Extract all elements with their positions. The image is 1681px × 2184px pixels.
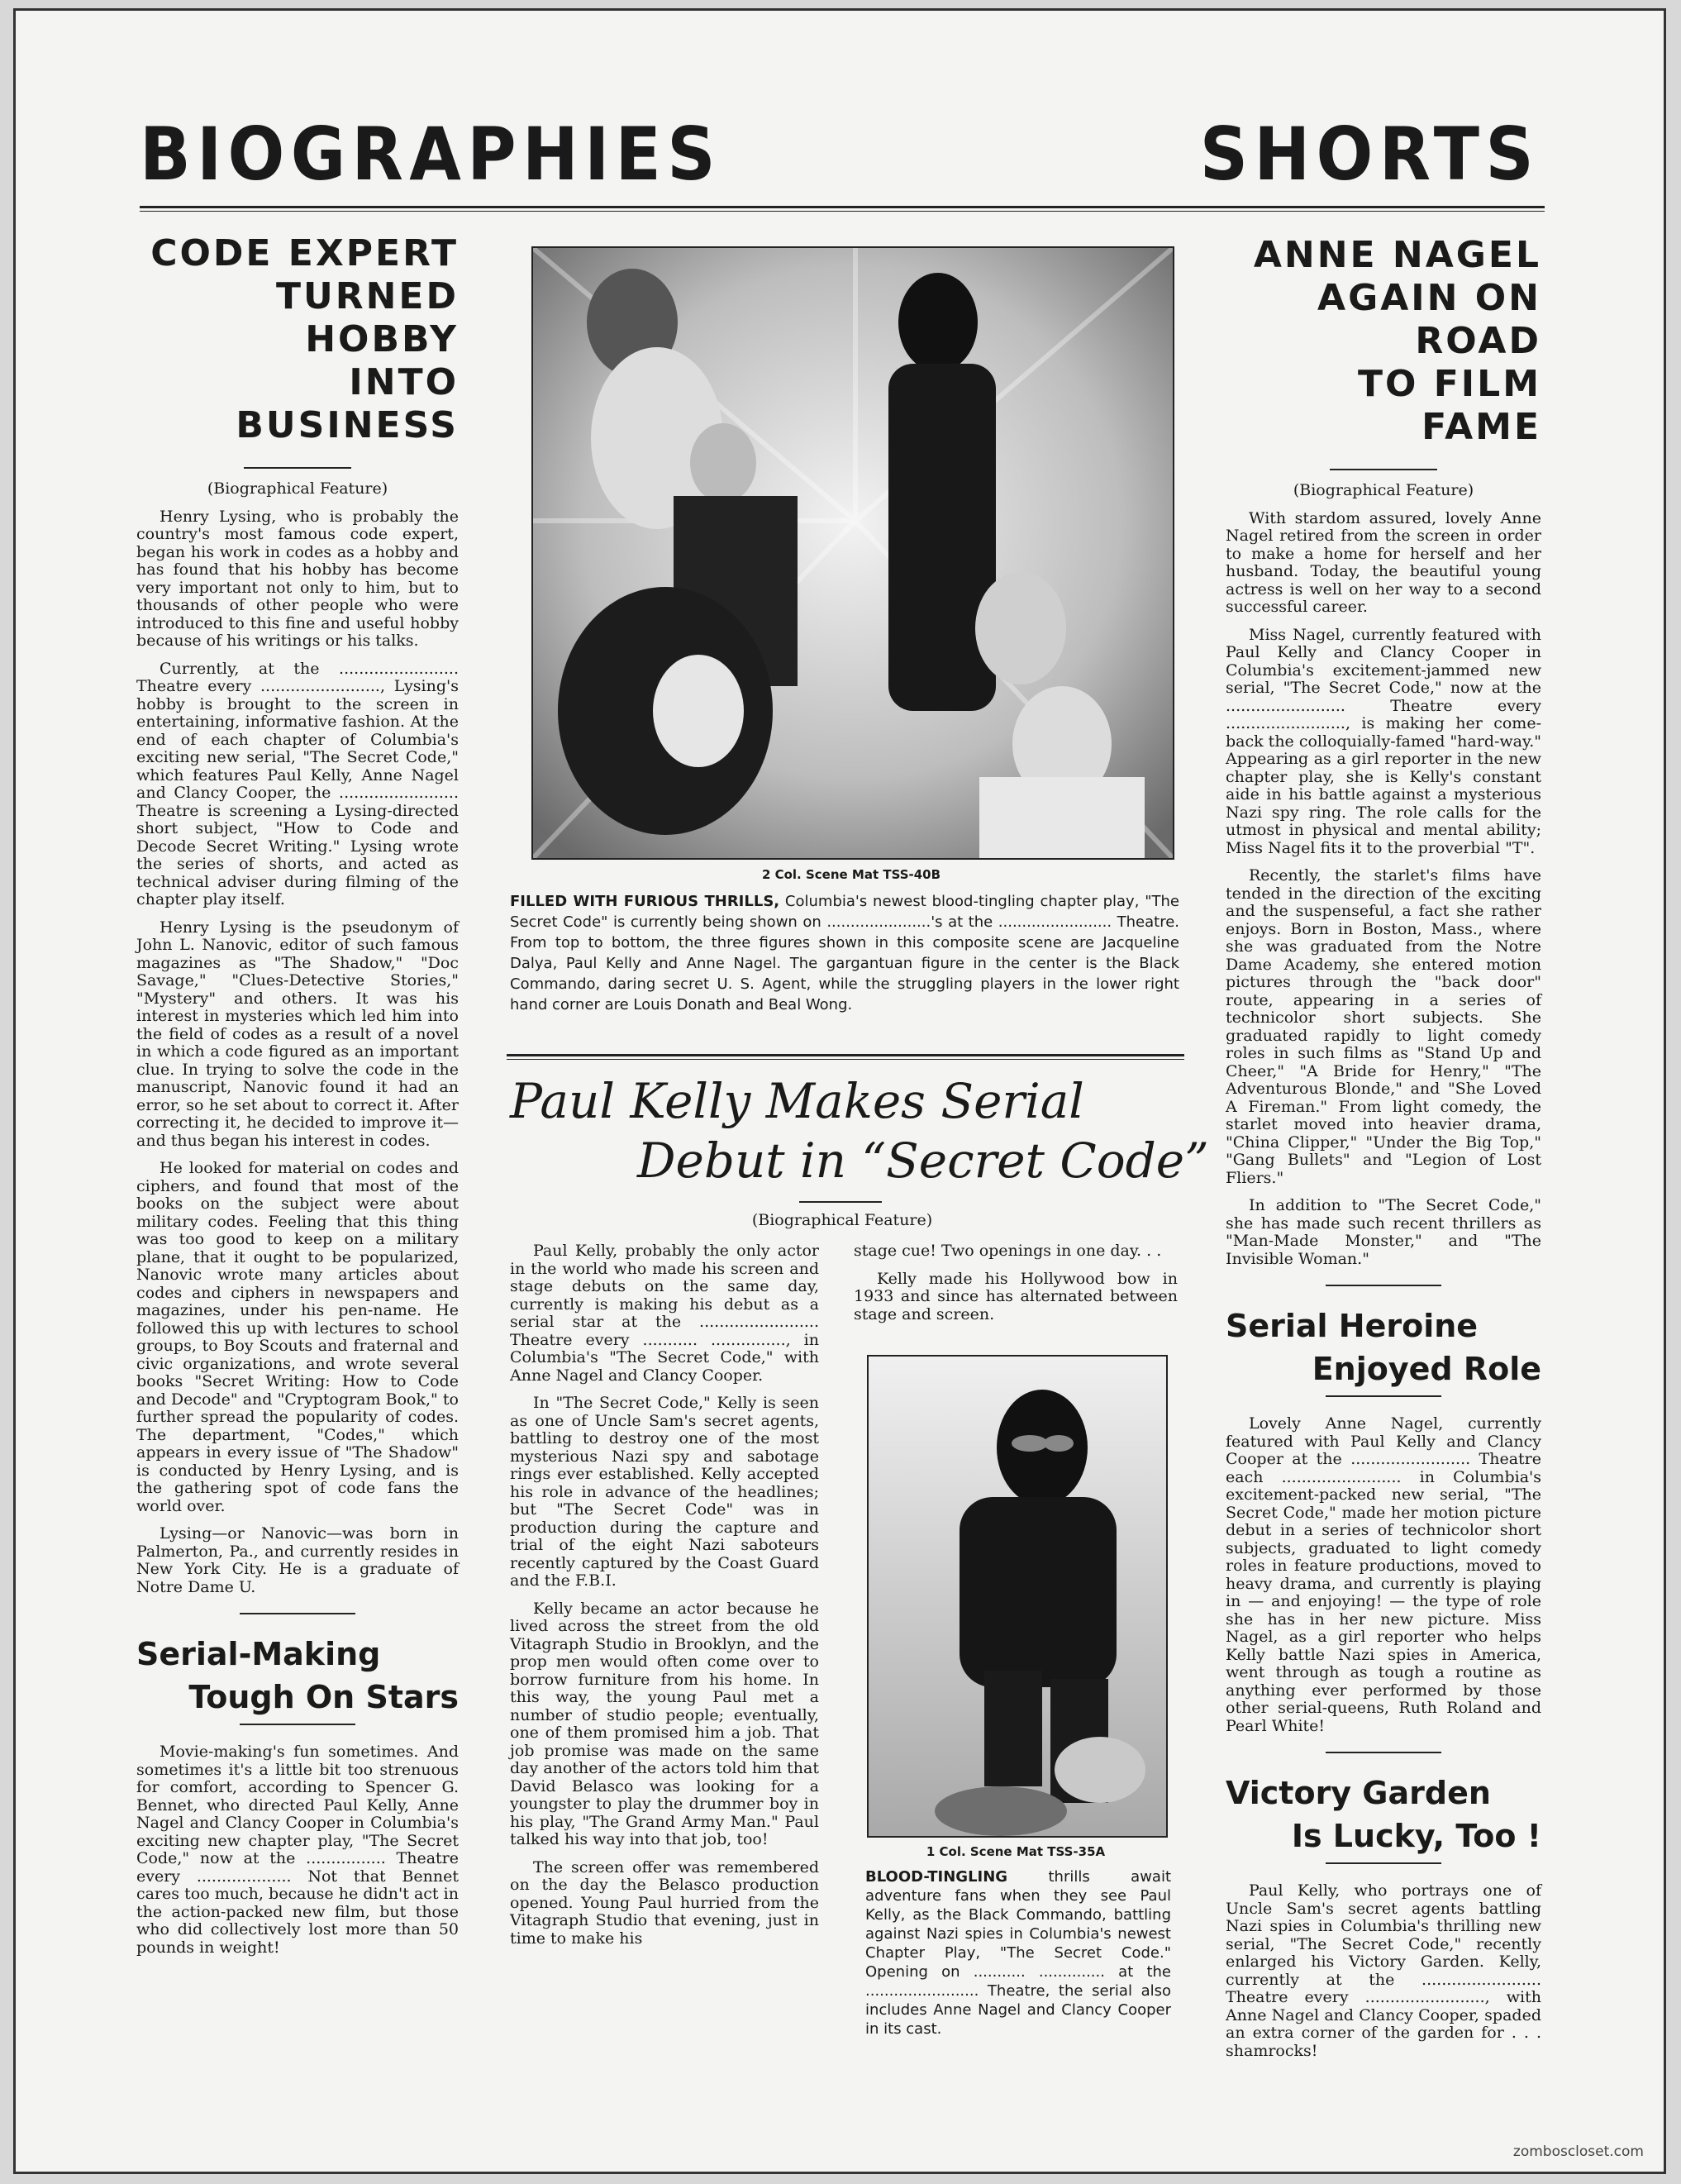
headline-serial-heroine	[1226, 1304, 1541, 1390]
headline-line: TO FILM FAME	[1358, 363, 1541, 448]
top-photo-mat-label: 2 Col. Scene Mat TSS-40B	[761, 867, 941, 882]
divider	[1330, 469, 1437, 470]
paragraph: Currently, at the ........................ Theatre every ........................, Lysing's hobby is brought to the screen in entertaining, informative fashion. At the end of each chapter of Columbia's exciting new serial, "The Secret Code," which features Paul Kelly, Anne Nagel and Clancy Cooper, the ........................ Theatre is screening a Lysing-directed short subject, "How to Code and Decode Secret Writing." Lysing wrote the series of shorts, and acted as technical adviser during filming of the chapter play itself.	[136, 659, 459, 908]
divider	[1326, 1752, 1441, 1753]
photo-illustration	[533, 248, 1173, 858]
headline-line: CODE EXPERT	[150, 232, 459, 274]
paragraph: Kelly became an actor because he lived across the street from the old Vitagraph Studio in Brooklyn, and the prop men would often come over to borrow furniture from his home. In this way, the young Paul met a number of studio people; eventually, one of them promised him a job. That job promise was made on the same day another of the actors told him that David Belasco was looking for a youngster to play the drummer boy in his play, "The Grand Army Man." Paul talked his way into that job, too!	[510, 1599, 819, 1848]
watermark: zomboscloset.com	[1512, 2143, 1644, 2160]
photo-illustration	[869, 1357, 1166, 1836]
caption-text: Columbia's newest blood-tingling chapter play, "The Secret Code" is currently being shown on ......................'s at the ........................ Theatre. From top to bottom, the three figures shown in this composite scene are Jacqueline Dalya, Paul Kelly and Anne Nagel. The gargantuan figure in the center is the Black Commando, daring secret U. S. Agent, while the struggling players in the lower right hand corner are Louis Donath and Beal Wong.	[510, 893, 1179, 1013]
divider	[1326, 1862, 1441, 1864]
black-commando-photo	[867, 1355, 1168, 1838]
divider	[1326, 1395, 1441, 1397]
paragraph: He looked for material on codes and ciphers, and found that most of the books on the subject were about military codes. Feeling that this thing was too good to keep on a military plane, that it ought to be popularized, Nanovic wrote many articles about codes and ciphers in newspapers and magazines, under his pen-name. He followed this up with lectures to school groups, to Boy Scouts and fraternal and civic organizations, and wrote several books "Secret Writing: How to Code and Decode" and "Cryptogram Book," to further spread the popularity of codes. The department, "Codes," which appears in every issue of "The Shadow" is conducted by Henry Lysing, and is the gathering spot of code fans the world over.	[136, 1159, 459, 1515]
masthead-rule	[140, 206, 1545, 208]
paragraph: Paul Kelly, probably the only actor in the world who made his screen and stage debuts on the same day, currently is making his debut as a serial star at the ........................ Theatre every ........... ..............., in Columbia's "The Secret Code," with Anne Nagel and Clancy Cooper.	[510, 1242, 819, 1385]
divider	[240, 1724, 355, 1725]
paragraph: The screen offer was remembered on the day the Belasco production opened. Young Paul hurried from the Vitagraph Studio that evening, just in time to make his	[510, 1857, 819, 1948]
small-photo-caption	[865, 1867, 1171, 2039]
headline-paul-kelly-line1: Paul Kelly Makes Serial	[510, 1073, 1084, 1129]
paragraph: Recently, the starlet's films have tended in the direction of the exciting and the suspenseful, a fact she rather enjoys. Born in Boston, Mass., where she was graduated from the Notre Dame Academy, she entered motion pictures through the "back door" route, appearing in a series of technicolor short subjects. She graduated rapidly to light comedy roles in such films as "Stand Up and Cheer," "A Bride for Henry," "The Adventurous Blonde," and "She Loved A Fireman." From light comedy, the starlet moved into heavier drama, "China Clipper," "Under the Big Top," "Gang Bullets" and "Legion of Lost Fliers."	[1226, 866, 1541, 1187]
headline-line: Serial-Making	[136, 1636, 381, 1672]
headline-line: TURNED HOBBY	[275, 275, 459, 360]
kicker: (Biographical Feature)	[207, 479, 388, 498]
center-rule	[507, 1054, 1184, 1056]
divider	[244, 467, 351, 469]
headline-paul-kelly-line2: Debut in “Secret Code”	[637, 1133, 1209, 1189]
composite-scene-photo	[531, 246, 1174, 860]
headline-line: Enjoyed Role	[1312, 1351, 1541, 1387]
kicker: (Biographical Feature)	[751, 1211, 933, 1229]
center-column-1	[510, 1242, 819, 1957]
headline-line: Victory Garden	[1226, 1775, 1491, 1811]
press-sheet	[13, 8, 1666, 2174]
paragraph: Lysing—or Nanovic—was born in Palmerton, Pa., and currently resides in New York City. He is a graduate of Notre Dame U.	[136, 1524, 459, 1596]
divider	[799, 1201, 882, 1203]
paragraph: stage cue! Two openings in one day. . .	[854, 1242, 1162, 1260]
left-column	[136, 232, 459, 1967]
top-photo-caption	[510, 891, 1179, 1015]
paragraph: In "The Secret Code," Kelly is seen as one of Uncle Sam's secret agents, battling to destroy one of the most mysterious Nazi spy and sabotage rings ever established. Kelly accepted his role in advance of the headlines; but "The Secret Code" was in production during the capture and trial of the eight Nazi saboteurs recently captured by the Coast Guard and the F.B.I.	[510, 1394, 819, 1590]
divider	[1326, 1285, 1441, 1286]
kicker: (Biographical Feature)	[1293, 481, 1474, 499]
right-column	[1226, 234, 1541, 2070]
headline-line: Tough On Stars	[188, 1679, 459, 1715]
divider	[240, 1613, 355, 1614]
headline-line: AGAIN ON ROAD	[1317, 277, 1541, 362]
paragraph: Henry Lysing is the pseudonym of John L. Nanovic, editor of such famous magazines as "The Shadow," "Doc Savage," "Clues-Detective Stories," "Mystery" and others. It was his interest in mysteries which led him into the field of codes as a result of a novel in which a code figured as an important clue. In trying to solve the code in the manuscript, Nanovic found it had an error, so he set about to correct it. After correcting it, he decided to improve it—and thus began his interest in codes.	[136, 918, 459, 1150]
center-column-2	[854, 1242, 1178, 1333]
headline-anne-nagel	[1226, 234, 1541, 449]
paragraph: Henry Lysing, who is probably the country's most famous code expert, began his work in codes as a hobby and has found that his hobby has become very important not only to him, but to thousands of other people who were introduced to this fine and useful hobby because of his writings or his talks.	[136, 507, 459, 650]
center-rule-thin	[507, 1059, 1184, 1060]
caption-lead: BLOOD-TINGLING	[865, 1868, 1008, 1886]
caption-text: thrills await adventure fans when they see Paul Kelly, as the Black Commando, battling against Nazi spies in Columbia's newest Chapter Play, "The Secret Code." Opening on ........... .............. at the ........................ Theatre, the serial also includes Anne Nagel and Clancy Cooper in its cast.	[865, 1868, 1171, 2038]
paragraph: Lovely Anne Nagel, currently featured with Paul Kelly and Clancy Cooper at the ........................ Theatre each ........................ in Columbia's excitement-packed new serial, "The Secret Code," made her motion picture debut in a series of technicolor short subjects, graduated to light comedy roles in feature productions, moved to heavy drama, and currently is playing in — and enjoying! — the type of role she has in her new picture. Miss Nagel, as a girl reporter who helps Kelly battle Nazi spies in America, went through as tough a routine as anything ever performed by those other serial-queens, Ruth Roland and Pearl White!	[1226, 1414, 1541, 1735]
headline-line: ANNE NAGEL	[1253, 234, 1541, 276]
headline-line: Serial Heroine	[1226, 1308, 1479, 1344]
headline-line: INTO BUSINESS	[236, 361, 459, 446]
paragraph: Kelly made his Hollywood bow in 1933 and since has alternated between stage and screen.	[854, 1269, 1178, 1323]
masthead-shorts: SHORTS	[1199, 112, 1540, 197]
headline-serial-making	[136, 1633, 459, 1719]
headline-victory-garden	[1226, 1772, 1541, 1857]
headline-code-expert	[136, 232, 459, 447]
paragraph: With stardom assured, lovely Anne Nagel retired from the screen in order to make a home for herself and her husband. Today, the beautiful young actress is well on her way to a second successful career.	[1226, 508, 1541, 616]
paragraph: Paul Kelly, who portrays one of Uncle Sam's secret agents battling Nazi spies in Columbia's thrilling new serial, "The Secret Code," recently enlarged his Victory Garden. Kelly, currently at the ........................ Theatre every ........................, with Anne Nagel and Clancy Cooper, spaded an extra corner of the garden for . . . shamrocks!	[1226, 1881, 1541, 2060]
paragraph: Movie-making's fun sometimes. And sometimes it's a little bit too strenuous for comfort, according to Spencer G. Bennet, who directed Paul Kelly, Anne Nagel and Clancy Cooper in Columbia's exciting new chapter play, "The Secret Code," now at the ................ Theatre every ................... Not that Bennet cares too much, because he didn't act in the action-packed new film, but those who did collectively lost more than 50 pounds in weight!	[136, 1743, 459, 1957]
masthead-biographies: BIOGRAPHIES	[140, 112, 721, 197]
paragraph: Miss Nagel, currently featured with Paul Kelly and Clancy Cooper in Columbia's excitement-jammed new serial, "The Secret Code," now at the ........................ Theatre every ........................, is making her come-back the colloquially-famed "hard-way." Appearing as a girl reporter in the new chapter play, she is Kelly's constant aide in his battle against a mysterious Nazi spy ring. The role calls for the utmost in physical and mental ability; Miss Nagel fits it to the proverbial "T".	[1226, 625, 1541, 857]
caption-lead: FILLED WITH FURIOUS THRILLS,	[510, 893, 780, 910]
small-photo-mat-label: 1 Col. Scene Mat TSS-35A	[926, 1844, 1106, 1859]
headline-line: Is Lucky, Too !	[1291, 1818, 1541, 1854]
masthead-rule-thin	[140, 211, 1545, 212]
paragraph: In addition to "The Secret Code," she has made such recent thrillers as "Man-Made Monster," and "The Invisible Woman."	[1226, 1196, 1541, 1268]
